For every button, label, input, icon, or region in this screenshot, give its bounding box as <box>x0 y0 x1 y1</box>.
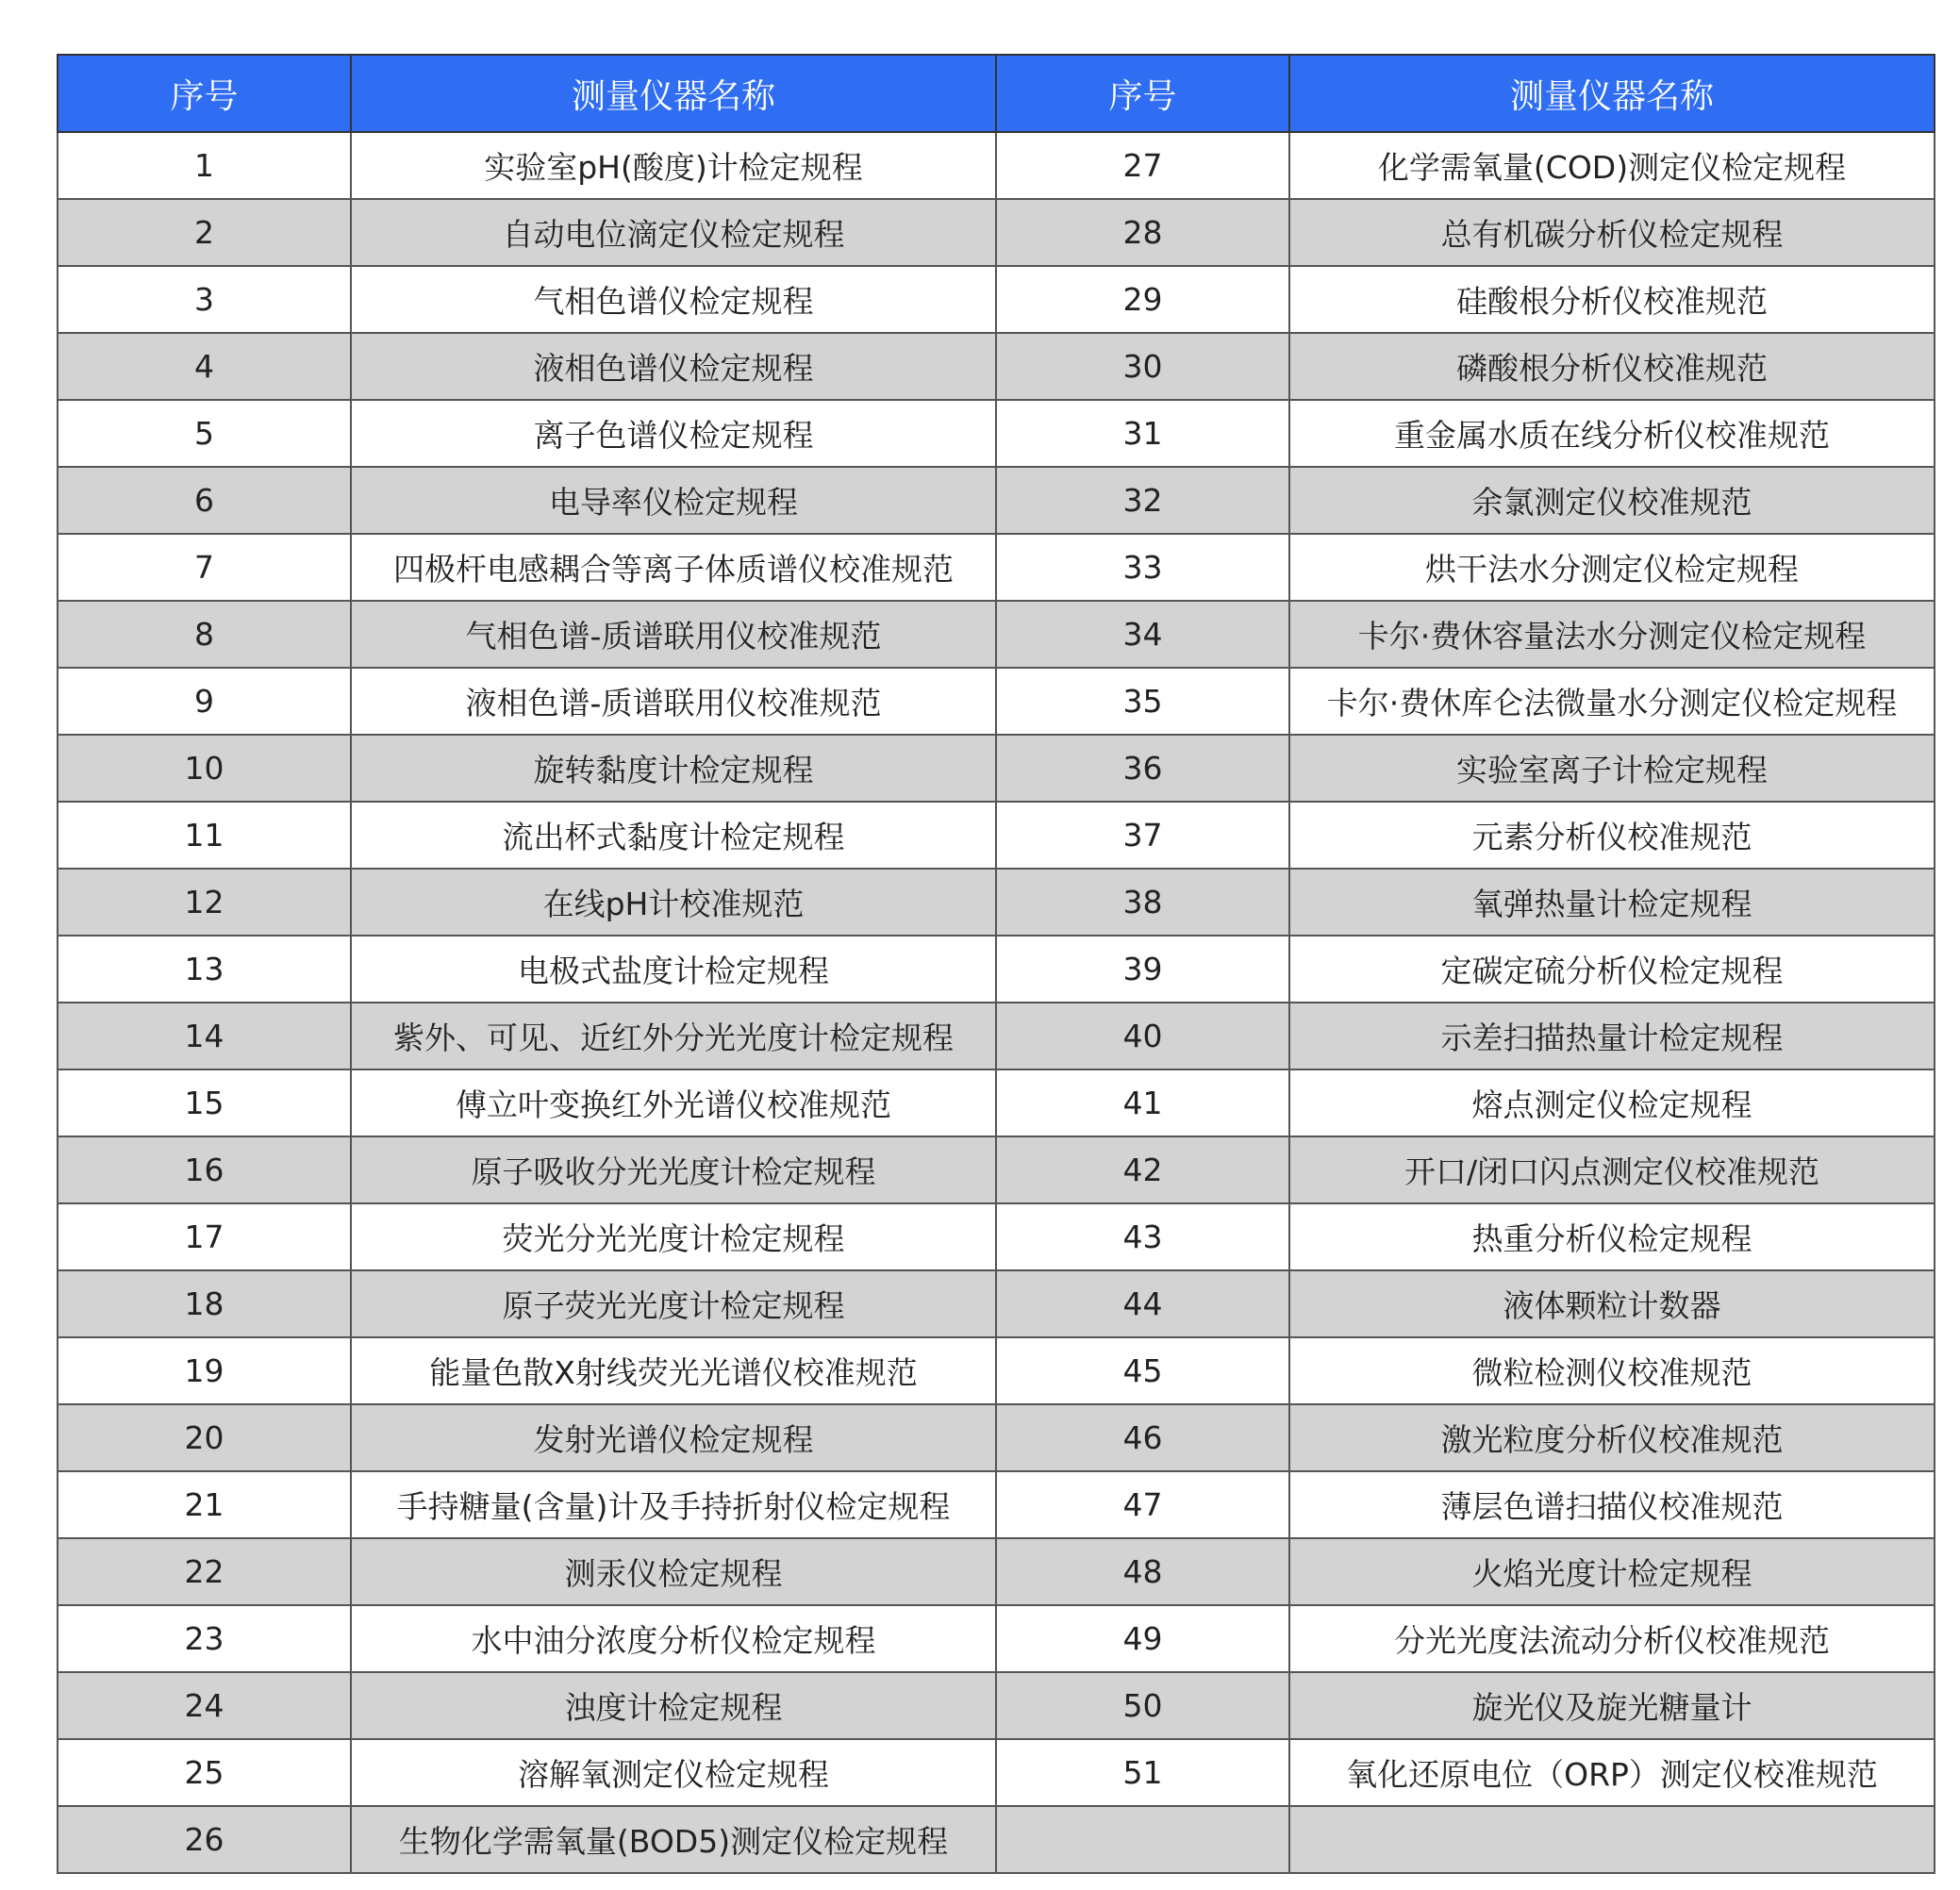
serial-right-cell: 49 <box>996 1605 1289 1672</box>
instrument-name-right-cell: 氧化还原电位（ORP）测定仪校准规范 <box>1289 1739 1935 1806</box>
instrument-name-right-cell: 氧弹热量计检定规程 <box>1289 869 1935 936</box>
table-row <box>58 601 1935 668</box>
instrument-table <box>57 54 1935 1874</box>
serial-left-cell: 21 <box>58 1471 351 1538</box>
instrument-name-left-cell: 溶解氧测定仪检定规程 <box>351 1739 996 1806</box>
serial-right-cell: 30 <box>996 333 1289 400</box>
instrument-name-right-cell: 余氯测定仪校准规范 <box>1289 467 1935 534</box>
instrument-name-left-cell: 流出杯式黏度计检定规程 <box>351 802 996 869</box>
instrument-name-left-cell: 电导率仪检定规程 <box>351 467 996 534</box>
table-row <box>58 869 1935 936</box>
serial-right-cell: 44 <box>996 1270 1289 1337</box>
serial-left-cell: 4 <box>58 333 351 400</box>
instrument-name-left-cell: 原子荧光光度计检定规程 <box>351 1270 996 1337</box>
serial-right-cell: 41 <box>996 1069 1289 1136</box>
serial-left-cell: 3 <box>58 266 351 333</box>
serial-left-cell: 2 <box>58 199 351 266</box>
serial-right-cell: 27 <box>996 132 1289 199</box>
instrument-name-right-cell: 烘干法水分测定仪检定规程 <box>1289 534 1935 601</box>
table-row <box>58 1605 1935 1672</box>
serial-left-cell: 9 <box>58 668 351 735</box>
serial-right-cell: 51 <box>996 1739 1289 1806</box>
instrument-name-left-cell: 能量色散X射线荧光光谱仪校准规范 <box>351 1337 996 1404</box>
header-name-right: 测量仪器名称 <box>1289 55 1935 132</box>
instrument-name-left-cell: 原子吸收分光光度计检定规程 <box>351 1136 996 1203</box>
table-row <box>58 333 1935 400</box>
serial-left-cell: 19 <box>58 1337 351 1404</box>
instrument-name-right-cell: 元素分析仪校准规范 <box>1289 802 1935 869</box>
serial-left-cell: 25 <box>58 1739 351 1806</box>
table-row <box>58 1270 1935 1337</box>
serial-left-cell: 20 <box>58 1404 351 1471</box>
serial-left-cell: 14 <box>58 1003 351 1069</box>
instrument-name-left-cell: 离子色谱仪检定规程 <box>351 400 996 467</box>
serial-left-cell: 7 <box>58 534 351 601</box>
serial-left-cell: 15 <box>58 1069 351 1136</box>
serial-left-cell: 11 <box>58 802 351 869</box>
instrument-name-left-cell: 水中油分浓度分析仪检定规程 <box>351 1605 996 1672</box>
table-row <box>58 1806 1935 1873</box>
instrument-name-right-cell: 卡尔·费休容量法水分测定仪检定规程 <box>1289 601 1935 668</box>
serial-right-cell: 43 <box>996 1203 1289 1270</box>
instrument-name-left-cell: 荧光分光光度计检定规程 <box>351 1203 996 1270</box>
instrument-name-right-cell: 卡尔·费休库仑法微量水分测定仪检定规程 <box>1289 668 1935 735</box>
serial-right-cell: 46 <box>996 1404 1289 1471</box>
instrument-name-left-cell: 气相色谱-质谱联用仪校准规范 <box>351 601 996 668</box>
table-row <box>58 467 1935 534</box>
serial-left-cell: 1 <box>58 132 351 199</box>
instrument-name-left-cell: 傅立叶变换红外光谱仪校准规范 <box>351 1069 996 1136</box>
serial-right-cell: 35 <box>996 668 1289 735</box>
instrument-name-left-cell: 旋转黏度计检定规程 <box>351 735 996 802</box>
serial-left-cell: 16 <box>58 1136 351 1203</box>
table-row <box>58 1337 1935 1404</box>
table-row <box>58 802 1935 869</box>
instrument-name-right-cell: 激光粒度分析仪校准规范 <box>1289 1404 1935 1471</box>
table-body <box>58 132 1935 1873</box>
serial-right-cell: 45 <box>996 1337 1289 1404</box>
instrument-name-left-cell: 测汞仪检定规程 <box>351 1538 996 1605</box>
serial-right-cell: 38 <box>996 869 1289 936</box>
table-row <box>58 1538 1935 1605</box>
instrument-name-left-cell: 气相色谱仪检定规程 <box>351 266 996 333</box>
table-row <box>58 1672 1935 1739</box>
instrument-name-left-cell: 电极式盐度计检定规程 <box>351 936 996 1003</box>
table-header <box>58 55 1935 132</box>
serial-right-cell: 34 <box>996 601 1289 668</box>
instrument-name-left-cell: 手持糖量(含量)计及手持折射仪检定规程 <box>351 1471 996 1538</box>
serial-right-cell: 28 <box>996 199 1289 266</box>
instrument-table-container <box>57 54 1934 1874</box>
serial-left-cell: 6 <box>58 467 351 534</box>
instrument-name-right-cell: 磷酸根分析仪校准规范 <box>1289 333 1935 400</box>
table-row <box>58 735 1935 802</box>
serial-left-cell: 22 <box>58 1538 351 1605</box>
instrument-name-left-cell: 液相色谱仪检定规程 <box>351 333 996 400</box>
instrument-name-right-cell: 薄层色谱扫描仪校准规范 <box>1289 1471 1935 1538</box>
serial-left-cell: 8 <box>58 601 351 668</box>
instrument-name-right-cell: 实验室离子计检定规程 <box>1289 735 1935 802</box>
serial-right-cell: 47 <box>996 1471 1289 1538</box>
instrument-name-right-cell: 硅酸根分析仪校准规范 <box>1289 266 1935 333</box>
table-row <box>58 1471 1935 1538</box>
serial-left-cell: 17 <box>58 1203 351 1270</box>
serial-left-cell: 24 <box>58 1672 351 1739</box>
instrument-name-right-cell: 火焰光度计检定规程 <box>1289 1538 1935 1605</box>
serial-right-cell: 48 <box>996 1538 1289 1605</box>
instrument-name-right-cell: 热重分析仪检定规程 <box>1289 1203 1935 1270</box>
instrument-name-left-cell: 四极杆电感耦合等离子体质谱仪校准规范 <box>351 534 996 601</box>
instrument-name-left-cell: 生物化学需氧量(BOD5)测定仪检定规程 <box>351 1806 996 1873</box>
header-serial-left: 序号 <box>58 55 351 132</box>
instrument-name-left-cell: 紫外、可见、近红外分光光度计检定规程 <box>351 1003 996 1069</box>
serial-left-cell: 23 <box>58 1605 351 1672</box>
table-row <box>58 132 1935 199</box>
instrument-name-right-cell: 定碳定硫分析仪检定规程 <box>1289 936 1935 1003</box>
serial-right-cell: 29 <box>996 266 1289 333</box>
serial-right-cell: 36 <box>996 735 1289 802</box>
instrument-name-left-cell: 发射光谱仪检定规程 <box>351 1404 996 1471</box>
table-row <box>58 1203 1935 1270</box>
instrument-name-left-cell: 液相色谱-质谱联用仪校准规范 <box>351 668 996 735</box>
instrument-name-right-cell: 熔点测定仪检定规程 <box>1289 1069 1935 1136</box>
table-row <box>58 400 1935 467</box>
serial-right-cell: 32 <box>996 467 1289 534</box>
header-name-left: 测量仪器名称 <box>351 55 996 132</box>
serial-left-cell: 13 <box>58 936 351 1003</box>
header-serial-right: 序号 <box>996 55 1289 132</box>
instrument-name-left-cell: 浊度计检定规程 <box>351 1672 996 1739</box>
serial-right-cell: 40 <box>996 1003 1289 1069</box>
instrument-name-right-cell: 化学需氧量(COD)测定仪检定规程 <box>1289 132 1935 199</box>
table-row <box>58 936 1935 1003</box>
serial-right-cell: 37 <box>996 802 1289 869</box>
serial-right-cell <box>996 1806 1289 1873</box>
table-row <box>58 534 1935 601</box>
instrument-name-right-cell: 微粒检测仪校准规范 <box>1289 1337 1935 1404</box>
table-row <box>58 1404 1935 1471</box>
serial-right-cell: 42 <box>996 1136 1289 1203</box>
serial-right-cell: 31 <box>996 400 1289 467</box>
table-row <box>58 266 1935 333</box>
serial-left-cell: 26 <box>58 1806 351 1873</box>
serial-right-cell: 39 <box>996 936 1289 1003</box>
serial-right-cell: 50 <box>996 1672 1289 1739</box>
instrument-name-right-cell: 分光光度法流动分析仪校准规范 <box>1289 1605 1935 1672</box>
instrument-name-right-cell: 旋光仪及旋光糖量计 <box>1289 1672 1935 1739</box>
serial-left-cell: 18 <box>58 1270 351 1337</box>
instrument-name-left-cell: 在线pH计校准规范 <box>351 869 996 936</box>
instrument-name-right-cell: 开口/闭口闪点测定仪校准规范 <box>1289 1136 1935 1203</box>
table-row <box>58 1069 1935 1136</box>
instrument-name-right-cell: 重金属水质在线分析仪校准规范 <box>1289 400 1935 467</box>
instrument-name-right-cell: 液体颗粒计数器 <box>1289 1270 1935 1337</box>
instrument-name-right-cell: 示差扫描热量计检定规程 <box>1289 1003 1935 1069</box>
header-row <box>58 55 1935 132</box>
instrument-name-left-cell: 自动电位滴定仪检定规程 <box>351 199 996 266</box>
serial-right-cell: 33 <box>996 534 1289 601</box>
table-row <box>58 1003 1935 1069</box>
table-row <box>58 668 1935 735</box>
instrument-name-right-cell <box>1289 1806 1935 1873</box>
serial-left-cell: 5 <box>58 400 351 467</box>
serial-left-cell: 12 <box>58 869 351 936</box>
table-row <box>58 1136 1935 1203</box>
instrument-name-left-cell: 实验室pH(酸度)计检定规程 <box>351 132 996 199</box>
table-row <box>58 1739 1935 1806</box>
serial-left-cell: 10 <box>58 735 351 802</box>
instrument-name-right-cell: 总有机碳分析仪检定规程 <box>1289 199 1935 266</box>
table-row <box>58 199 1935 266</box>
